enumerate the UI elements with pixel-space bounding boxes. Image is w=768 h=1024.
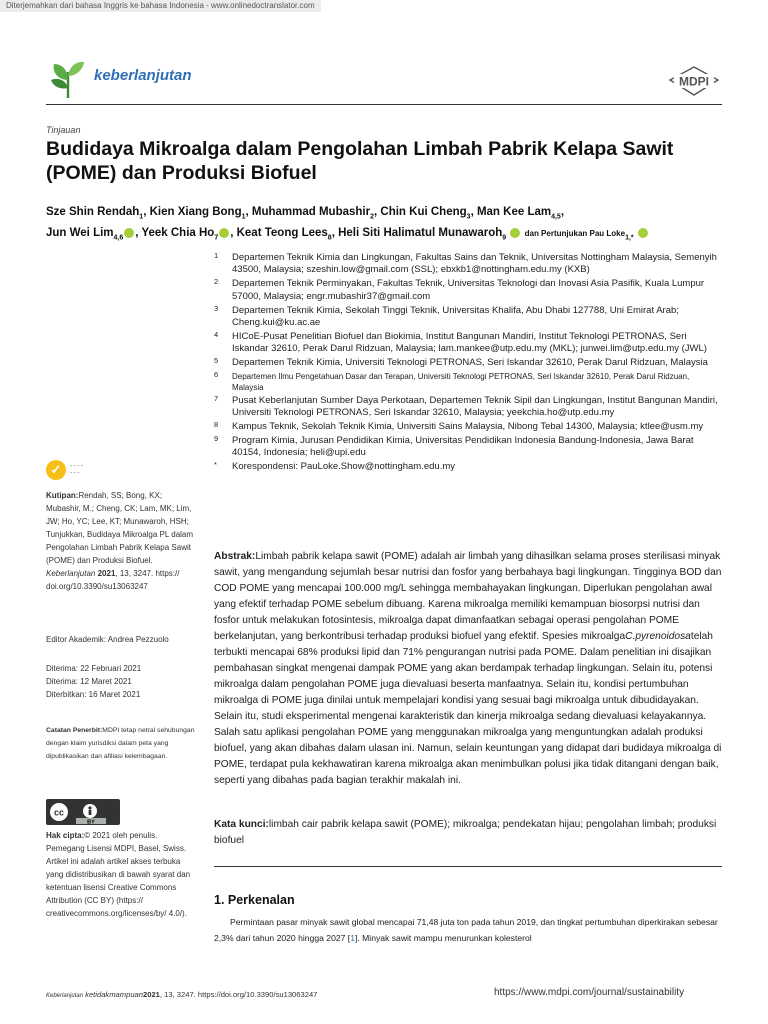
affiliation-item	[214, 371, 722, 393]
affiliation-item	[214, 395, 722, 420]
affiliation-item	[214, 435, 722, 460]
author-affil: 4,5	[551, 213, 561, 221]
author-name: , Keat Teong Lees	[230, 227, 328, 240]
affiliation-text: Departemen Teknik Kimia, Sekolah Tinggi Teknik, Universitas Khalifa, Abu Dhabi 127788, Uni Emirat Arab; Cheng.kui@ku.ac.ae	[232, 304, 679, 329]
citation-block	[46, 489, 198, 593]
author-name: dan Pertunjukan Pau Loke	[524, 229, 626, 239]
affiliation-number: 7	[214, 393, 219, 403]
footer-year: 2021	[143, 990, 160, 999]
author-line-1	[46, 204, 736, 225]
abstract-text: Limbah pabrik kelapa sawit (POME) adalah air limbah yang dihasilkan selama proses sterilisasi minyak sawit, yang mengandung sejumlah besar nutrisi dan fosfor yang berbahaya bagi lingkungan. Tingginya BOD dan COD POME yang mencapai 100.000 mg/L sehingga membahayakan lingkungan. Diperlukan pengolahan awal yang efektif terhadap POME sebelum dibuang. Karena mikroalga memiliki kemampuan biosorpsi nutrisi dan fosfor untuk melakukan fotosintesis, mikroalga dapat dimanfaatkan sebagai operasi pengolahan POME berkelanjutan, yang berkontribusi terhadap produksi biofuel yang efektif. Spesies mikroalga	[214, 551, 722, 642]
article-title: Budidaya Mikroalga dalam Pengolahan Limbah Pabrik Kelapa Sawit (POME) dan Produksi Biofuel	[46, 138, 674, 184]
received-date: Diterima: 22 Februari 2021	[46, 664, 142, 673]
author-affil: 9	[502, 234, 507, 242]
author-list	[46, 204, 736, 247]
affiliation-number: 3	[214, 303, 219, 313]
orcid-icon[interactable]	[219, 228, 229, 238]
copyright-text: © 2021 oleh penulis. Pemegang Lisensi MDPI, Basel, Swiss. Artikel ini adalah artikel akses terbuka yang didistribusikan di bawah syarat dan ketentuan lisensi Creative Commons Attribution (CC BY) (https:// creativecommons.org/licenses/by/ 4.0/).	[46, 831, 191, 918]
publisher-note-label: Catatan Penerbit:	[46, 727, 103, 734]
footer-journal-url[interactable]: https://www.mdpi.com/journal/sustainability	[494, 987, 685, 998]
abstract-label: Abstrak:	[214, 551, 256, 562]
copyright-block	[46, 829, 198, 920]
article-type: Tinjauan	[46, 125, 81, 135]
author-affil: 3	[466, 213, 471, 221]
affiliation-text: Departemen Teknik Kimia dan Lingkungan, Fakultas Sains dan Teknik, Universitas Nottingham Malaysia, Semenyih 43500, Malaysia; szeshin.low@gmail.com (SSL); ebxkb1@nottingham.edu.my (KXB)	[232, 252, 717, 276]
abstract	[214, 549, 722, 789]
affiliation-number: 2	[214, 277, 219, 287]
keywords-text: limbah cair pabrik kelapa sawit (POME); mikroalga; pendekatan hijau; pengolahan limbah; produksi biofuel	[214, 819, 717, 846]
citation-text: Rendah, SS; Bong, KX; Mubashir, M.; Cheng, CK; Lam, MK; Lim, JW; Ho, YC; Lee, KT; Munawaroh, HSH; Tunjukkan, Budidaya Mikroalga PL dalam Pengolahan Limbah Pabrik Kelapa Sawit (POME) dan Produksi Biofuel.	[46, 491, 194, 565]
affiliation-item	[214, 357, 722, 369]
translation-banner: Diterjemahkan dari bahasa Inggris ke bahasa Indonesia - www.onlinedoctranslator.com	[0, 0, 321, 12]
footer-citation	[46, 990, 317, 999]
publisher-note-text: MDPI tetap netral sehubungan dengan klaim yurisdiksi dalam peta yang dipublikasikan dan afiliasi kelembagaan.	[46, 727, 195, 760]
author-affil: 2	[370, 213, 375, 221]
author-affil: 1,*	[625, 234, 634, 242]
author-line-2	[46, 225, 736, 246]
affiliation-number: 8	[214, 419, 219, 429]
author-name: Jun Wei Lim	[46, 227, 114, 240]
author-sep: ,	[560, 206, 565, 218]
mdpi-logo	[668, 66, 720, 96]
author-affil: 1	[139, 213, 144, 221]
keywords-label: Kata kunci:	[214, 819, 269, 830]
author-name: , Chin Kui Cheng	[374, 206, 467, 218]
keywords	[214, 817, 722, 849]
footer-doi[interactable]: , 13, 3247. https://doi.org/10.3390/su13063247	[159, 990, 318, 999]
author-affil: 1	[241, 213, 246, 221]
author-name: Sze Shin Rendah	[46, 206, 140, 218]
affiliation-number: 1	[214, 251, 219, 260]
author-affil: 8	[327, 234, 332, 242]
abstract-text-cont: telah terbukti mencapai 68% produksi lipid dan 71% pengurangan nutrisi pada POME. Dalam penelitian ini disajikan pembahasan singkat mengenai dampak POME yang akan berdampak terhadap lingkungan. Selain itu, potensi mikroalga dalam pengolahan POME juga dievaluasi beserta manfaatnya. Selain itu, kondisi pertumbuhan mikroalga di POME juga dinilai untuk mempelajari kondisi yang sesuai bagi mikroalga untuk dibudidayakan. Selain itu, studi eksperimental mengenai karakteristik dan kinerja mikroalga sedang dievaluasi kelayakannya. Salah satu aplikasi pengolahan POME yang menggunakan mikroalga yang menguntungkan adalah produksi biofuel, yang akan dibahas dalam ulasan ini. Namun, selain keuntungan yang didapat dari budidaya mikroalga di POME, terdapat pula kekhawatiran karena mikroalga akan menimbulkan polusi jika tidak ditangani dengan baik, seperti yang dibahas pada bagian terakhir makalah ini.	[214, 631, 722, 786]
orcid-icon[interactable]	[638, 228, 648, 238]
publisher-note	[46, 724, 198, 763]
author-name: , Yeek Chia Ho	[135, 227, 215, 240]
citation-journal: Keberlanjutan	[46, 569, 96, 578]
author-affil: 7	[214, 234, 219, 242]
affiliation-text: Departemen Teknik Kimia, Universiti Teknologi PETRONAS, Seri Iskandar 32610, Perak Darul Ridzuan, Malaysia	[232, 357, 708, 369]
affiliation-text: Pusat Keberlanjutan Sumber Daya Perkotaan, Departemen Teknik Sipil dan Lingkungan, Institut Bangunan Mandiri, Universiti Teknologi PETRONAS, Seri Iskandar 32610, Malaysia; yeekchia.ho@utp.edu.my	[232, 394, 718, 419]
affiliation-text: Kampus Teknik, Sekolah Teknik Kimia, Universiti Sains Malaysia, Nibong Tebal 14300, Malaysia; ktlee@usm.my	[232, 420, 704, 432]
cc-by-label: BY	[87, 819, 95, 825]
intro-text: Permintaan pasar minyak sawit global mencapai 71,48 juta ton pada tahun 2019, dan tingkat pertumbuhan diperkirakan sebesar 2,3% dari tahun 2020 hingga 2027 [	[214, 917, 718, 943]
affiliation-number: 6	[214, 370, 219, 380]
svg-text:MDPI: MDPI	[679, 74, 709, 89]
affiliation-item	[214, 421, 722, 433]
intro-paragraph	[214, 914, 722, 946]
affiliation-number: 4	[214, 329, 219, 339]
dates-block	[46, 662, 198, 701]
check-for-updates-label[interactable]: - - - - - - -	[70, 463, 83, 476]
species-name: C.pyrenoidosa	[625, 631, 691, 642]
accepted-date: Diterima: 12 Maret 2021	[46, 677, 132, 686]
citation-doi[interactable]: , 13, 3247. https:// doi.org/10.3390/su13063247	[46, 569, 180, 591]
keywords-rule	[214, 866, 722, 867]
orcid-icon[interactable]	[124, 228, 134, 238]
citation-year: 2021	[97, 569, 116, 578]
affiliation-item	[214, 278, 722, 303]
footer-journal: Keberlanjutan	[46, 993, 84, 999]
leaf-logo-icon	[48, 58, 88, 100]
affiliation-list	[214, 252, 722, 475]
affiliation-item	[214, 252, 722, 277]
copyright-label: Hak cipta:	[46, 831, 85, 840]
author-affil: 4,6	[113, 234, 124, 242]
footer-journal-alt: ketidakmampuan	[85, 990, 143, 999]
citation-ref-link[interactable]: 1	[350, 933, 355, 943]
affiliation-number: 9	[214, 433, 219, 443]
author-name: , Man Kee Lam	[470, 206, 552, 218]
affiliation-item	[214, 305, 722, 330]
check-for-updates-icon[interactable]: ✓	[46, 460, 66, 480]
affiliation-text: Departemen Teknik Perminyakan, Fakultas Teknik, Universitas Teknologi dan Inovasi Asia Pasifik, Kuala Lumpur 57000, Malaysia; engr.mubashir37@gmail.com	[232, 278, 705, 302]
journal-name: keberlanjutan	[94, 67, 192, 84]
citation-label: Kutipan:	[46, 491, 79, 500]
academic-editor: Editor Akademik: Andrea Pezzuolo	[46, 635, 169, 644]
intro-text-cont: ]. Minyak sawit mampu menurunkan kolesterol	[354, 933, 532, 943]
orcid-icon[interactable]	[510, 228, 520, 238]
affiliation-text: Korespondensi: PauLoke.Show@nottingham.edu.my	[232, 461, 456, 473]
author-name: , Muhammad Mubashir	[245, 206, 371, 218]
svg-text:cc: cc	[53, 807, 65, 818]
affiliation-text: HICoE-Pusat Penelitian Biofuel dan Biokimia, Institut Bangunan Mandiri, Institut Teknologi PETRONAS, Seri Iskandar 32610, Perak Darul Ridzuan, Malaysia; lam.mankee@utp.edu.my (MKL); junwei.lim@utp.edu.my (JWL)	[232, 330, 707, 355]
affiliation-text: Departemen Ilmu Pengetahuan Dasar dan Terapan, Universiti Teknologi PETRONAS, Seri Iskandar 32610, Perak Darul Ridzuan, Malaysia	[232, 372, 690, 393]
author-name: , Kien Xiang Bong	[143, 206, 242, 218]
cc-by-license-icon[interactable]	[46, 799, 120, 825]
section-heading: 1. Perkenalan	[214, 893, 295, 907]
affiliation-item	[214, 331, 722, 356]
header-rule	[46, 104, 722, 105]
affiliation-number: 5	[214, 356, 219, 366]
affiliation-item	[214, 461, 722, 473]
published-date: Diterbitkan: 16 Maret 2021	[46, 690, 141, 699]
affiliation-number: *	[214, 460, 217, 470]
author-name: , Heli Siti Halimatul Munawaroh	[331, 227, 503, 240]
affiliation-text: Program Kimia, Jurusan Pendidikan Kimia, Universitas Pendidikan Indonesia Bandung-Indonesia, Jawa Barat 40154, Indonesia; heli@upi.edu	[232, 434, 694, 459]
